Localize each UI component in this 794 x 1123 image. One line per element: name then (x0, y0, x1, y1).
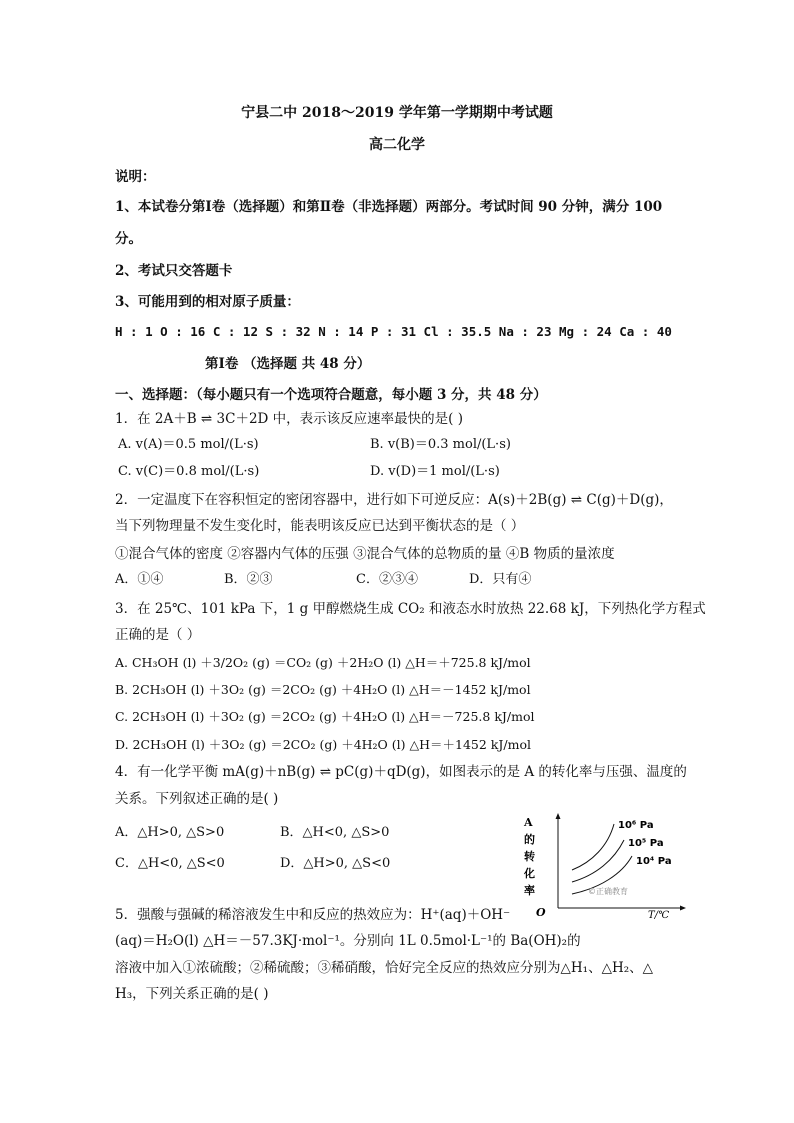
q4-stem-2: 关系。下列叙述正确的是( ) (115, 791, 279, 807)
q2-option-c: C．②③④ (356, 572, 418, 587)
q4-stem-1: 4．有一化学平衡 mA(g)＋nB(g) ⇌ pC(g)＋qD(g)，如图表示的是 A 的转化率与压强、温度的 (115, 764, 687, 780)
q2-stem-2: 当下列物理量不发生变化时，能表明该反应已达到平衡状态的是（ ） (115, 518, 525, 534)
section-heading: 一、选择题：（每小题只有一个选项符合题意，每小题 3 分，共 48 分） (115, 387, 547, 403)
y-label-5: 率 (524, 884, 535, 897)
y-label-3: 转 (524, 850, 535, 863)
q1-option-b: B. v(B)＝0.3 mol/(L·s) (370, 437, 511, 452)
curve-label-1e4: 10⁴ Pa (636, 856, 672, 867)
q3-option-c: C. 2CH₃OH (l) ＋3O₂ (g) ＝2CO₂ (g) ＋4H₂O (l) △H＝－725.8 kJ/mol (115, 709, 535, 724)
q4-option-d: D．△H>0, △S<0 (280, 856, 391, 871)
atomic-masses: H : 1 O : 16 C : 12 S : 32 N : 14 P : 31 Cl : 35.5 Na : 23 Mg : 24 Ca : 40 (115, 324, 672, 339)
x-label: T/℃ (648, 910, 670, 921)
note-1-cont: 分。 (115, 231, 142, 247)
y-label-4: 化 (524, 867, 535, 880)
q2-option-b: B．②③ (224, 572, 273, 587)
q5-line-3: 溶液中加入①浓硫酸；②稀硫酸；③稀硝酸，恰好完全反应的热效应分别为△H₁、△H₂、△ (115, 960, 654, 976)
curve-label-1e6: 10⁶ Pa (618, 820, 654, 831)
y-axis-arrow-icon (556, 813, 561, 819)
q4-option-b: B．△H<0, △S>0 (280, 825, 390, 840)
conversion-graph (522, 812, 692, 922)
q3-stem-2: 正确的是（ ） (115, 627, 201, 643)
exam-title: 宁县二中 2018～2019 学年第一学期期中考试题 (241, 105, 553, 121)
q5-line-1: 5．强酸与强碱的稀溶液发生中和反应的热效应为：H⁺(aq)＋OH⁻ (115, 907, 511, 923)
q2-option-a: A．①④ (115, 572, 164, 587)
watermark: ©正确教育 (588, 887, 628, 896)
q2-stem-1: 2．一定温度下在容积恒定的密闭容器中，进行如下可逆反应：A(s)＋2B(g) ⇌ C(g)＋D(g)， (115, 492, 673, 508)
x-axis-arrow-icon (680, 906, 686, 911)
curve-1e5 (572, 840, 624, 882)
exam-subject: 高二化学 (369, 137, 425, 153)
q5-line-2: (aq)＝H₂O(l) △H＝－57.3KJ·mol⁻¹。分别向 1L 0.5mol·L⁻¹的 Ba(OH)₂的 (115, 933, 581, 949)
y-label-1: A (524, 816, 533, 829)
q1-option-d: D. v(D)＝1 mol/(L·s) (370, 464, 500, 479)
note-2: 2、考试只交答题卡 (115, 263, 233, 279)
q4-option-a: A．△H>0, △S>0 (115, 825, 225, 840)
q2-items: ①混合气体的密度 ②容器内气体的压强 ③混合气体的总物质的量 ④B 物质的量浓度 (115, 546, 615, 562)
origin-label: O (536, 906, 546, 919)
q1-stem: 1．在 2A＋B ⇌ 3C＋2D 中，表示该反应速率最快的是( ) (115, 411, 463, 427)
curve-1e6 (572, 824, 614, 870)
q1-option-c: C. v(C)＝0.8 mol/(L·s) (118, 464, 260, 479)
q4-option-c: C．△H<0, △S<0 (115, 856, 225, 871)
curve-label-1e5: 10⁵ Pa (628, 838, 664, 849)
note-3: 3、可能用到的相对原子质量： (115, 294, 300, 310)
q3-option-a: A. CH₃OH (l) ＋3/2O₂ (g) ＝CO₂ (g) ＋2H₂O (l) △H＝＋725.8 kJ/mol (115, 655, 531, 670)
q3-option-b: B. 2CH₃OH (l) ＋3O₂ (g) ＝2CO₂ (g) ＋4H₂O (l) △H＝－1452 kJ/mol (115, 682, 531, 697)
q3-option-d: D. 2CH₃OH (l) ＋3O₂ (g) ＝2CO₂ (g) ＋4H₂O (l) △H＝＋1452 kJ/mol (115, 737, 531, 752)
q1-option-a: A. v(A)＝0.5 mol/(L·s) (118, 437, 259, 452)
q2-option-d: D．只有④ (469, 572, 532, 587)
y-label-2: 的 (524, 833, 535, 846)
part1-title: 第Ⅰ卷 （选择题 共 48 分） (205, 356, 371, 372)
notes-heading: 说明： (115, 169, 156, 185)
note-1: 1、本试卷分第Ⅰ卷（选择题）和第Ⅱ卷（非选择题）两部分。考试时间 90 分钟，满分 100 (115, 199, 663, 215)
q5-line-4: H₃，下列关系正确的是( ) (115, 986, 269, 1002)
q3-stem-1: 3．在 25℃、101 kPa 下，1 g 甲醇燃烧生成 CO₂ 和液态水时放热 22.68 kJ，下列热化学方程式 (115, 601, 706, 617)
